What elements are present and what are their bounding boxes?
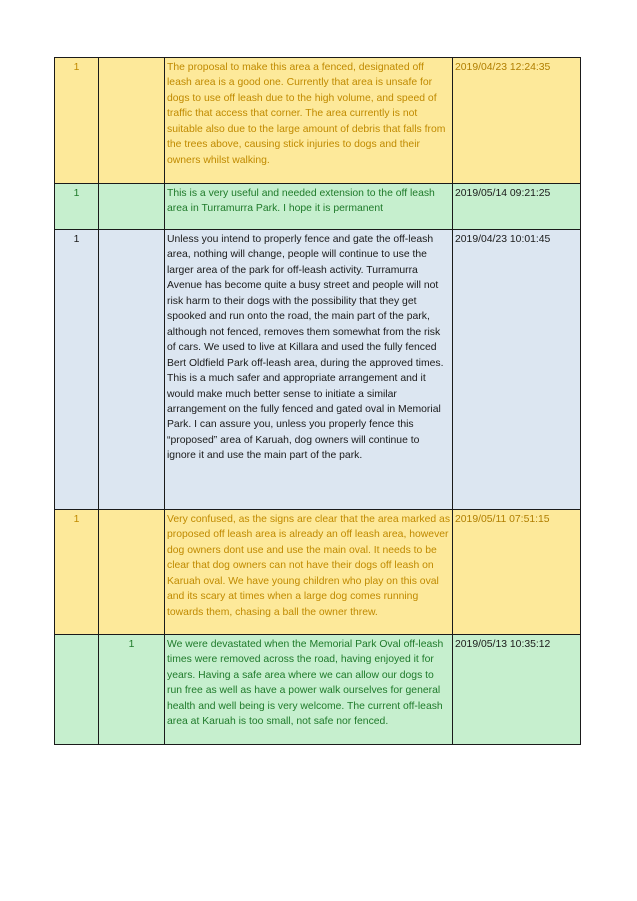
support-cell: 1 xyxy=(55,510,99,635)
comment-cell: This is a very useful and needed extension to the off leash area in Turramurra Park. I hope it is permanent xyxy=(165,184,453,230)
table-row xyxy=(55,58,581,184)
oppose-cell xyxy=(99,230,165,510)
oppose-cell xyxy=(99,510,165,635)
comment-cell: Very confused, as the signs are clear that the area marked as proposed off leash area is already an off leash area, however dog owners dont use and use the main oval. It needs to be clear that dog owners can not have their dogs off leash on Karuah oval. We have young children who play on this oval and its scary at times when a large dog comes running towards them, chasing a ball the owner threw. xyxy=(165,510,453,635)
support-cell: 1 xyxy=(55,58,99,184)
comment-cell: The proposal to make this area a fenced, designated off leash area is a good one. Currently that area is unsafe for dogs to use off leash due to the high volume, and speed of traffic that access that corner. The area currently is not suitable also due to the large amount of debris that falls from the trees above, causing stick injuries to dogs and their owners whilst walking. xyxy=(165,58,453,184)
comment-cell: We were devastated when the Memorial Park Oval off-leash times were removed across the road, having enjoyed it for years. Having a safe area where we can allow our dogs to run free as well as have a power walk ourselves for general health and well being is very welcome. The current off-leash area at Karuah is too small, not safe nor fenced. xyxy=(165,635,453,745)
oppose-cell xyxy=(99,184,165,230)
date-cell: 2019/04/23 10:01:45 xyxy=(453,230,581,510)
table-row xyxy=(55,184,581,230)
table-row xyxy=(55,230,581,510)
date-cell: 2019/04/23 12:24:35 xyxy=(453,58,581,184)
oppose-cell xyxy=(99,58,165,184)
support-cell: 1 xyxy=(55,230,99,510)
date-cell: 2019/05/11 07:51:15 xyxy=(453,510,581,635)
table-row xyxy=(55,510,581,635)
comment-cell: Unless you intend to properly fence and gate the off-leash area, nothing will change, people will continue to use the larger area of the park for off-leash activity. Turramurra Avenue has become quite a busy street and people will not risk harm to their dogs with the possibility that they get spooked and run onto the road, the main part of the park, although not fenced, removes them somewhat from the risk of cars. We used to live at Killara and used the fully fenced Bert Oldfield Park off-leash area, during the approved times. This is a much safer and appropriate arrangement and it would make much better sense to initiate a similar arrangement on the fully fenced and gated oval in Memorial Park. I can assure you, unless you properly fence this “proposed” area of Karuah, dog owners will continue to ignore it and use the main part of the park. xyxy=(165,230,453,510)
feedback-table xyxy=(54,57,581,745)
support-cell: 1 xyxy=(55,184,99,230)
support-cell xyxy=(55,635,99,745)
oppose-cell: 1 xyxy=(99,635,165,745)
table-row xyxy=(55,635,581,745)
date-cell: 2019/05/14 09:21:25 xyxy=(453,184,581,230)
date-cell: 2019/05/13 10:35:12 xyxy=(453,635,581,745)
